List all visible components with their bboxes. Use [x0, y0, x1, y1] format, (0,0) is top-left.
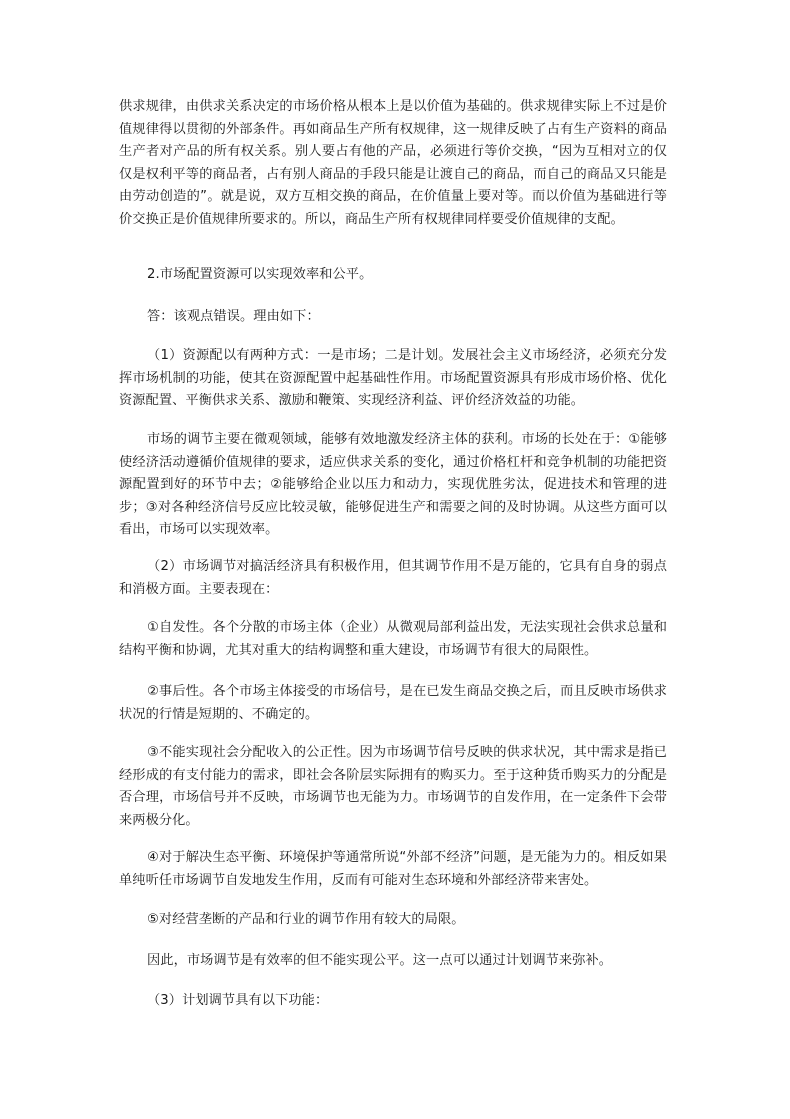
paragraph-spontaneity: ①自发性。各个分散的市场主体（企业）从微观局部利益出发，无法实现社会供求总量和结构平衡和协调，尤其对重大的结构调整和重大建设，市场调节有很大的局限性。	[119, 620, 667, 658]
paragraph-lag: ②事后性。各个市场主体接受的市场信号，是在已发生商品交换之后，而且反映市场供求状况的行情是短期的、不确定的。	[119, 684, 667, 722]
paragraph-fairness: ③不能实现社会分配收入的公正性。因为市场调节信号反映的供求状况，其中需求是指已经形成的有支付能力的需求，即社会各阶层实际拥有的购买力。至于这种货币购买力的分配是否合理，市场信号并不反映，市场调节也无能为力。市场调节的自发作用，在一定条件下会带来两极分化。	[119, 745, 667, 828]
paragraph-point-3: （3）计划调节具有以下功能：	[147, 993, 329, 1008]
paragraph-market-strengths: 市场的调节主要在微观领域，能够有效地激发经济主体的获利。市场的长处在于：①能够使经济活动遵循价值规律的要求，适应供求关系的变化，通过价格杠杆和竞争机制的功能把资源配置到好的环节中去；②能够给企业以压力和动力，实现优胜劣汰，促进技术和管理的进步；③对各种经济信号反应比较灵敏，能够促进生产和需要之间的及时协调。从这些方面可以看出，市场可以实现效率。	[119, 432, 667, 537]
paragraph-point-2: （2）市场调节对搞活经济具有积极作用，但其调节作用不是万能的，它具有自身的弱点和消极方面。主要表现在：	[119, 559, 667, 597]
paragraph-point-1: （1）资源配以有两种方式：一是市场；二是计划。发展社会主义市场经济，必须充分发挥市场机制的功能，使其在资源配置中起基础性作用。市场配置资源具有形成市场价格、优化资源配置、平衡供求关系、激励和鞭策、实现经济利益、评价经济效益的功能。	[119, 348, 667, 408]
question-heading: 2.市场配置资源可以实现效率和公平。	[147, 267, 373, 282]
paragraph-monopoly: ⑤对经营垄断的产品和行业的调节作用有较大的局限。	[147, 912, 465, 927]
paragraph-externality: ④对于解决生态平衡、环境保护等通常所说“外部不经济”问题，是无能为力的。相反如果单纯听任市场调节自发地发生作用，反而有可能对生态环境和外部经济带来害处。	[119, 850, 667, 888]
paragraph-conclusion: 因此，市场调节是有效率的但不能实现公平。这一点可以通过计划调节来弥补。	[147, 953, 613, 968]
answer-intro: 答：该观点错误。理由如下：	[147, 309, 320, 324]
paragraph-value-law: 供求规律，由供求关系决定的市场价格从根本上是以价值为基础的。供求规律实际上不过是价值规律得以贯彻的外部条件。再如商品生产所有权规律，这一规律反映了占有生产资料的商品生产者对产品的所有权关系。别人要占有他的产品，必须进行等价交换，“因为互相对立的仅仅是权利平等的商品者，占有别人商品的手段只能是让渡自己的商品，而自己的商品又只能是由劳动创造的”。就是说，双方互相交换的商品，在价值量上要对等。而以价值为基础进行等价交换正是价值规律所要求的。所以，商品生产所有权规律同样要受价值规律的支配。	[119, 99, 667, 227]
